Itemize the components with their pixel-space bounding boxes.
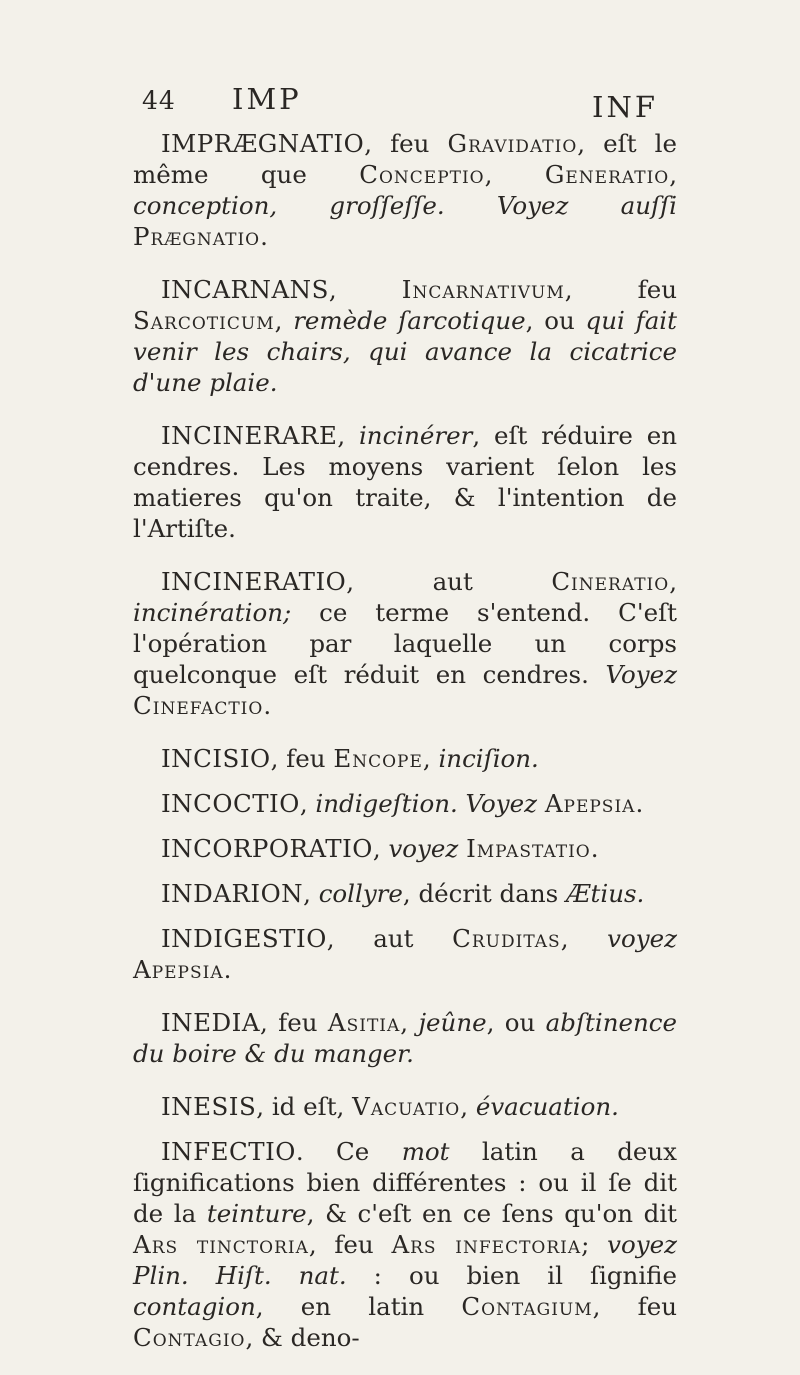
entry-text: latin a deux ſignifications bien différentes : ou il ſe dit de la [133,1137,677,1228]
small-caps-term: Incarnativum [401,275,565,304]
small-caps-term: Cinefactio [133,691,264,720]
entry-headword: INFECTIO [161,1137,296,1166]
entry-text: , [337,421,359,450]
entry-headword: INCINERARE [161,421,338,450]
small-caps-term: Cineratio [551,567,670,596]
entry-text: , [669,160,678,189]
italic-text: Voyez [605,660,677,689]
entry-text: . [260,222,268,251]
dictionary-entry [133,878,677,909]
italic-text: évacuation. [475,1092,619,1121]
entry-text: . [635,789,644,818]
dictionary-column [133,128,677,1375]
running-head [142,82,682,122]
entry-text: , id eſt, [256,1092,353,1121]
italic-text: collyre [318,879,403,908]
italic-text: Ætius. [565,879,645,908]
entry-text: , [303,879,319,908]
dictionary-entry [133,566,677,721]
entry-text: . [223,955,232,984]
small-caps-term: Sarcoticum [133,306,275,335]
entry-text: , [400,1008,419,1037]
entry-headword: INEDIA [161,1008,261,1037]
entry-text: , & deno- [245,1323,360,1352]
small-caps-term: Gravidatio [447,129,578,158]
italic-text: remède ſarcotique [293,306,526,335]
entry-text: , [460,1092,476,1121]
small-caps-term: Cruditas [452,924,561,953]
italic-text: contagion [133,1292,256,1321]
dictionary-entry [133,1007,677,1069]
dictionary-entry [133,923,677,985]
entry-text: , décrit dans [402,879,566,908]
italic-text: indigeſtion. Voyez [315,789,538,818]
dictionary-entry [133,833,677,864]
left-catchword: IMP [232,82,302,116]
entry-text [537,789,545,818]
entry-text: , [372,834,389,863]
entry-text: , [274,306,294,335]
entry-text: , feu [260,1008,328,1037]
entry-text: , [299,789,316,818]
entry-headword: INCARNANS [161,275,329,304]
italic-text: jeûne [418,1008,487,1037]
small-caps-term: Asitia [327,1008,401,1037]
italic-text: qui fait venir les chairs, qui avance la cicatrice d'une plaie. [133,306,677,397]
entry-text: , [364,129,391,158]
italic-text: voyez [388,834,459,863]
italic-text: abſtinence du boire & du manger. [133,1008,677,1068]
entry-text: , & c'eſt en ce ſens qu'on dit [306,1199,677,1228]
entry-text: , aut [346,567,552,596]
entry-text: , feu [592,1292,677,1321]
entry-text: ce terme s'entend. C'eſt l'opération par laquelle un corps quelconque eſt réduit en cendres. [133,598,677,689]
dictionary-entry [133,128,677,252]
italic-text: voyez Plin. Hiſt. nat. [133,1230,677,1290]
entry-text: , feu [308,1230,392,1259]
entry-headword: INCOCTIO [161,789,300,818]
small-caps-term: Ars tinctoria [133,1230,309,1259]
dictionary-entry [133,1136,677,1353]
entry-text: , [328,275,402,304]
page-number: 44 [142,86,176,115]
entry-text: , feu [564,275,678,304]
small-caps-term: Impastatio [466,834,591,863]
entry-text: , eſt le même que [133,129,677,189]
italic-text: inciſion. [438,744,539,773]
italic-text: conception, groſſeſſe. Voyez auſſi [133,191,677,220]
small-caps-term: Encope [333,744,423,773]
entry-text: . [263,691,272,720]
entry-text: , aut [326,924,453,953]
italic-text: teinture [206,1199,307,1228]
dictionary-entry [133,743,677,774]
italic-text: voyez [607,924,677,953]
small-caps-term: Conceptio [359,160,485,189]
entry-headword: INESIS [161,1092,257,1121]
small-caps-term: Contagio [133,1323,246,1352]
dictionary-entry [133,420,677,544]
small-caps-term: Prægnatio [133,222,261,251]
dictionary-entry [133,788,677,819]
small-caps-term: Generatio [544,160,670,189]
small-caps-term: Vacuatio [352,1092,461,1121]
entry-headword: INCISIO [161,744,271,773]
entry-text: : ou bien il ſignifie [346,1261,677,1290]
dictionary-entry [133,274,677,398]
entry-text: , [669,567,677,596]
small-caps-term: Apepsia [133,955,224,984]
small-caps-term: Contagium [461,1292,593,1321]
entry-headword: INCORPORATIO [161,834,373,863]
entry-text [458,834,466,863]
entry-text: , feu [270,744,334,773]
small-caps-term: Apepsia [544,789,636,818]
entry-text: . Ce [295,1137,402,1166]
small-caps-term: Ars infectoria [391,1230,582,1259]
entry-text: . [590,834,599,863]
right-catchword: INF [592,90,658,124]
entry-text: , ou [525,306,586,335]
entry-text: , ou [486,1008,546,1037]
entry-text: , en latin [255,1292,462,1321]
entry-headword: INDIGESTIO [161,924,327,953]
entry-headword: IMPRÆGNATIO [161,129,365,158]
entry-text: , [484,160,545,189]
entry-text: , [560,924,608,953]
entry-text: , eſt réduire en cendres. Les moyens varient ſelon les matieres qu'on traite, & l'intention de l'Artiſte. [133,421,678,543]
entry-headword: INCINERATIO [161,567,347,596]
entry-text: feu [390,129,448,158]
entry-text: ; [581,1230,608,1259]
entry-text: , [422,744,439,773]
entry-headword: INDARION [161,879,304,908]
italic-text: incinérer [358,421,473,450]
italic-text: mot [401,1137,450,1166]
italic-text: incinération; [133,598,292,627]
dictionary-entry [133,1091,677,1122]
